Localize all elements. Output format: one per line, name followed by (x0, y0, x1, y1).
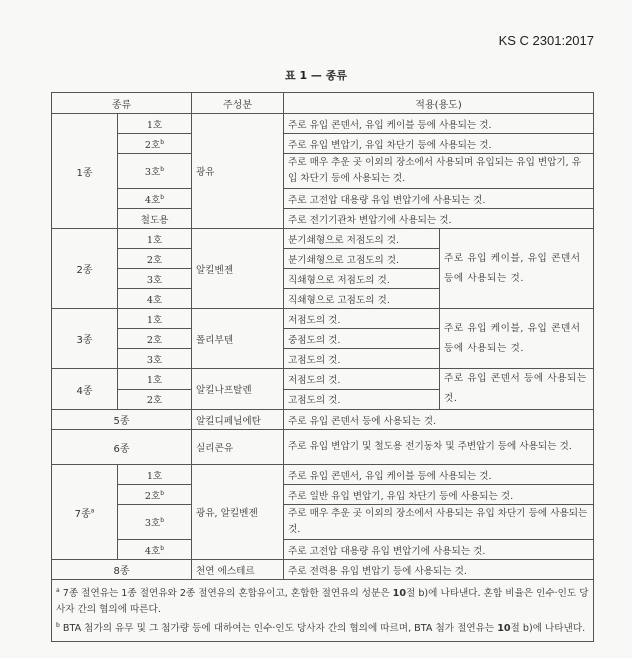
table-row (52, 154, 594, 189)
table-row (52, 430, 594, 465)
table-row (52, 369, 594, 390)
table-row (52, 485, 594, 505)
document-code: KS C 2301:2017 (498, 33, 594, 48)
subtype-cell: 철도용 (118, 209, 192, 229)
component-cell-6: 실리콘유 (192, 430, 284, 465)
application-cell: 주로 고전압 대용량 유입 변압기에 사용되는 것. (284, 540, 594, 560)
component-cell-2: 알킬벤젠 (192, 229, 284, 309)
group-label-7: 7종$^a$ (52, 465, 118, 560)
subtype-cell: 2호$^b$ (118, 134, 192, 154)
application-cell: 주로 유입 콘덴서 등에 사용되는 것. (284, 410, 594, 430)
footnote-mark-a: a (90, 507, 95, 515)
application-cell: 주로 매우 추운 곳 이외의 장소에서 사용되는 유입 차단기 등에 사용되는 것. (284, 505, 594, 540)
footnote-mark-b: b (160, 544, 165, 552)
table-notes-row (52, 580, 594, 642)
component-cell-1: 광유 (192, 114, 284, 229)
shared-application-cell: 주로 유입 케이블, 유입 콘덴서 등에 사용되는 것. (440, 229, 594, 309)
component-cell-7: 광유, 알킬벤젠 (192, 465, 284, 560)
group-label-4: 4종 (52, 369, 118, 410)
application-cell: 주로 매우 추운 곳 이외의 장소에서 사용되며 유입되는 유입 변압기, 유입 차단기 등에 사용되는 것. (284, 154, 594, 189)
shared-application-cell: 주로 유입 콘덴서 등에 사용되는 것. (440, 369, 594, 410)
application-cell: 주로 전력용 유입 변압기 등에 사용되는 것. (284, 560, 594, 580)
application-cell: 주로 전기기관차 변압기에 사용되는 것. (284, 209, 594, 229)
table-row (52, 410, 594, 430)
application-cell: 주로 유입 변압기 및 철도용 전기동차 및 주변압기 등에 사용되는 것. (284, 430, 594, 465)
subtype-cell: 1호 (118, 369, 192, 390)
component-cell-4: 알킬나프탈렌 (192, 369, 284, 410)
footnote-mark-b: b (160, 138, 165, 146)
application-cell: 저점도의 것. (284, 369, 440, 390)
group-label-1: 1종 (52, 114, 118, 229)
footnote-mark-b: b (160, 516, 165, 524)
subtype-cell: 4호 (118, 289, 192, 309)
application-cell: 저점도의 것. (284, 309, 440, 329)
subtype-cell: 2호 (118, 329, 192, 349)
application-cell: 분기쇄형으로 저점도의 것. (284, 229, 440, 249)
table-row (52, 134, 594, 154)
table-row (52, 505, 594, 540)
table-title: 표 1 — 종류 (284, 69, 348, 82)
application-cell: 주로 유입 변압기, 유입 차단기 등에 사용되는 것. (284, 134, 594, 154)
table-row (52, 209, 594, 229)
subtype-cell: 2호 (118, 249, 192, 269)
footnote-mark-b: b (160, 165, 165, 173)
subtype-cell: 4호$^b$ (118, 540, 192, 560)
subtype-cell: 1호 (118, 309, 192, 329)
table-row (52, 229, 594, 249)
table-row (52, 114, 594, 134)
application-cell: 주로 일반 유입 변압기, 유입 차단기 등에 사용되는 것. (284, 485, 594, 505)
application-cell: 주로 고전압 대용량 유입 변압기에 사용되는 것. (284, 189, 594, 209)
application-cell: 주로 유입 콘덴서, 유입 케이블 등에 사용되는 것. (284, 465, 594, 485)
header-component: 주성분 (192, 93, 284, 114)
header-kind: 종류 (52, 93, 192, 114)
group-label-5: 5종 (52, 410, 192, 430)
group-label-3: 3종 (52, 309, 118, 369)
table-row (52, 189, 594, 209)
application-cell: 고점도의 것. (284, 389, 440, 410)
table-header-row (52, 93, 594, 114)
oil-type-table (51, 92, 594, 642)
table-row (52, 540, 594, 560)
subtype-cell: 3호 (118, 349, 192, 369)
subtype-cell: 3호$^b$ (118, 505, 192, 540)
note-a: $^a$ 7종 절연유는 1종 절연유와 2종 절연유의 혼합유이고, 혼합한 절연유의 성분은 10절 b)에 나타낸다. 혼합 비율은 인수·인도 당사자 간의 협의에 따른다. (56, 587, 589, 616)
subtype-cell: 2호 (118, 389, 192, 410)
group-label-2: 2종 (52, 229, 118, 309)
application-cell: 직쇄형으로 고점도의 것. (284, 289, 440, 309)
group-label-8: 8종 (52, 560, 192, 580)
component-cell-3: 폴리부텐 (192, 309, 284, 369)
subtype-cell: 1호 (118, 114, 192, 134)
component-cell-8: 천연 에스테르 (192, 560, 284, 580)
table-row (52, 560, 594, 580)
subtype-cell: 3호$^b$ (118, 154, 192, 189)
subtype-cell: 3호 (118, 269, 192, 289)
application-cell: 주로 유입 콘덴서, 유입 케이블 등에 사용되는 것. (284, 114, 594, 134)
shared-application-cell: 주로 유입 케이블, 유입 콘덴서 등에 사용되는 것. (440, 309, 594, 369)
table-row (52, 309, 594, 329)
application-cell: 고점도의 것. (284, 349, 440, 369)
application-cell: 직쇄형으로 저점도의 것. (284, 269, 440, 289)
subtype-cell: 4호$^b$ (118, 189, 192, 209)
application-cell: 분기쇄형으로 고점도의 것. (284, 249, 440, 269)
footnote-mark-b: b (160, 193, 165, 201)
group-label-6: 6종 (52, 430, 192, 465)
component-cell-5: 알킬디페닐에탄 (192, 410, 284, 430)
header-application: 적용(용도) (284, 93, 594, 114)
application-cell: 중점도의 것. (284, 329, 440, 349)
table-notes (52, 580, 594, 642)
subtype-cell: 1호 (118, 465, 192, 485)
table-row (52, 465, 594, 485)
subtype-cell: 2호$^b$ (118, 485, 192, 505)
note-b: $^b$ BTA 첨가의 유무 및 그 첨가량 등에 대하여는 인수·인도 당사자 간의 협의에 따르며, BTA 첨가 절연유는 10절 b)에 나타낸다. (56, 622, 586, 635)
footnote-mark-b: b (160, 489, 165, 497)
subtype-cell: 1호 (118, 229, 192, 249)
